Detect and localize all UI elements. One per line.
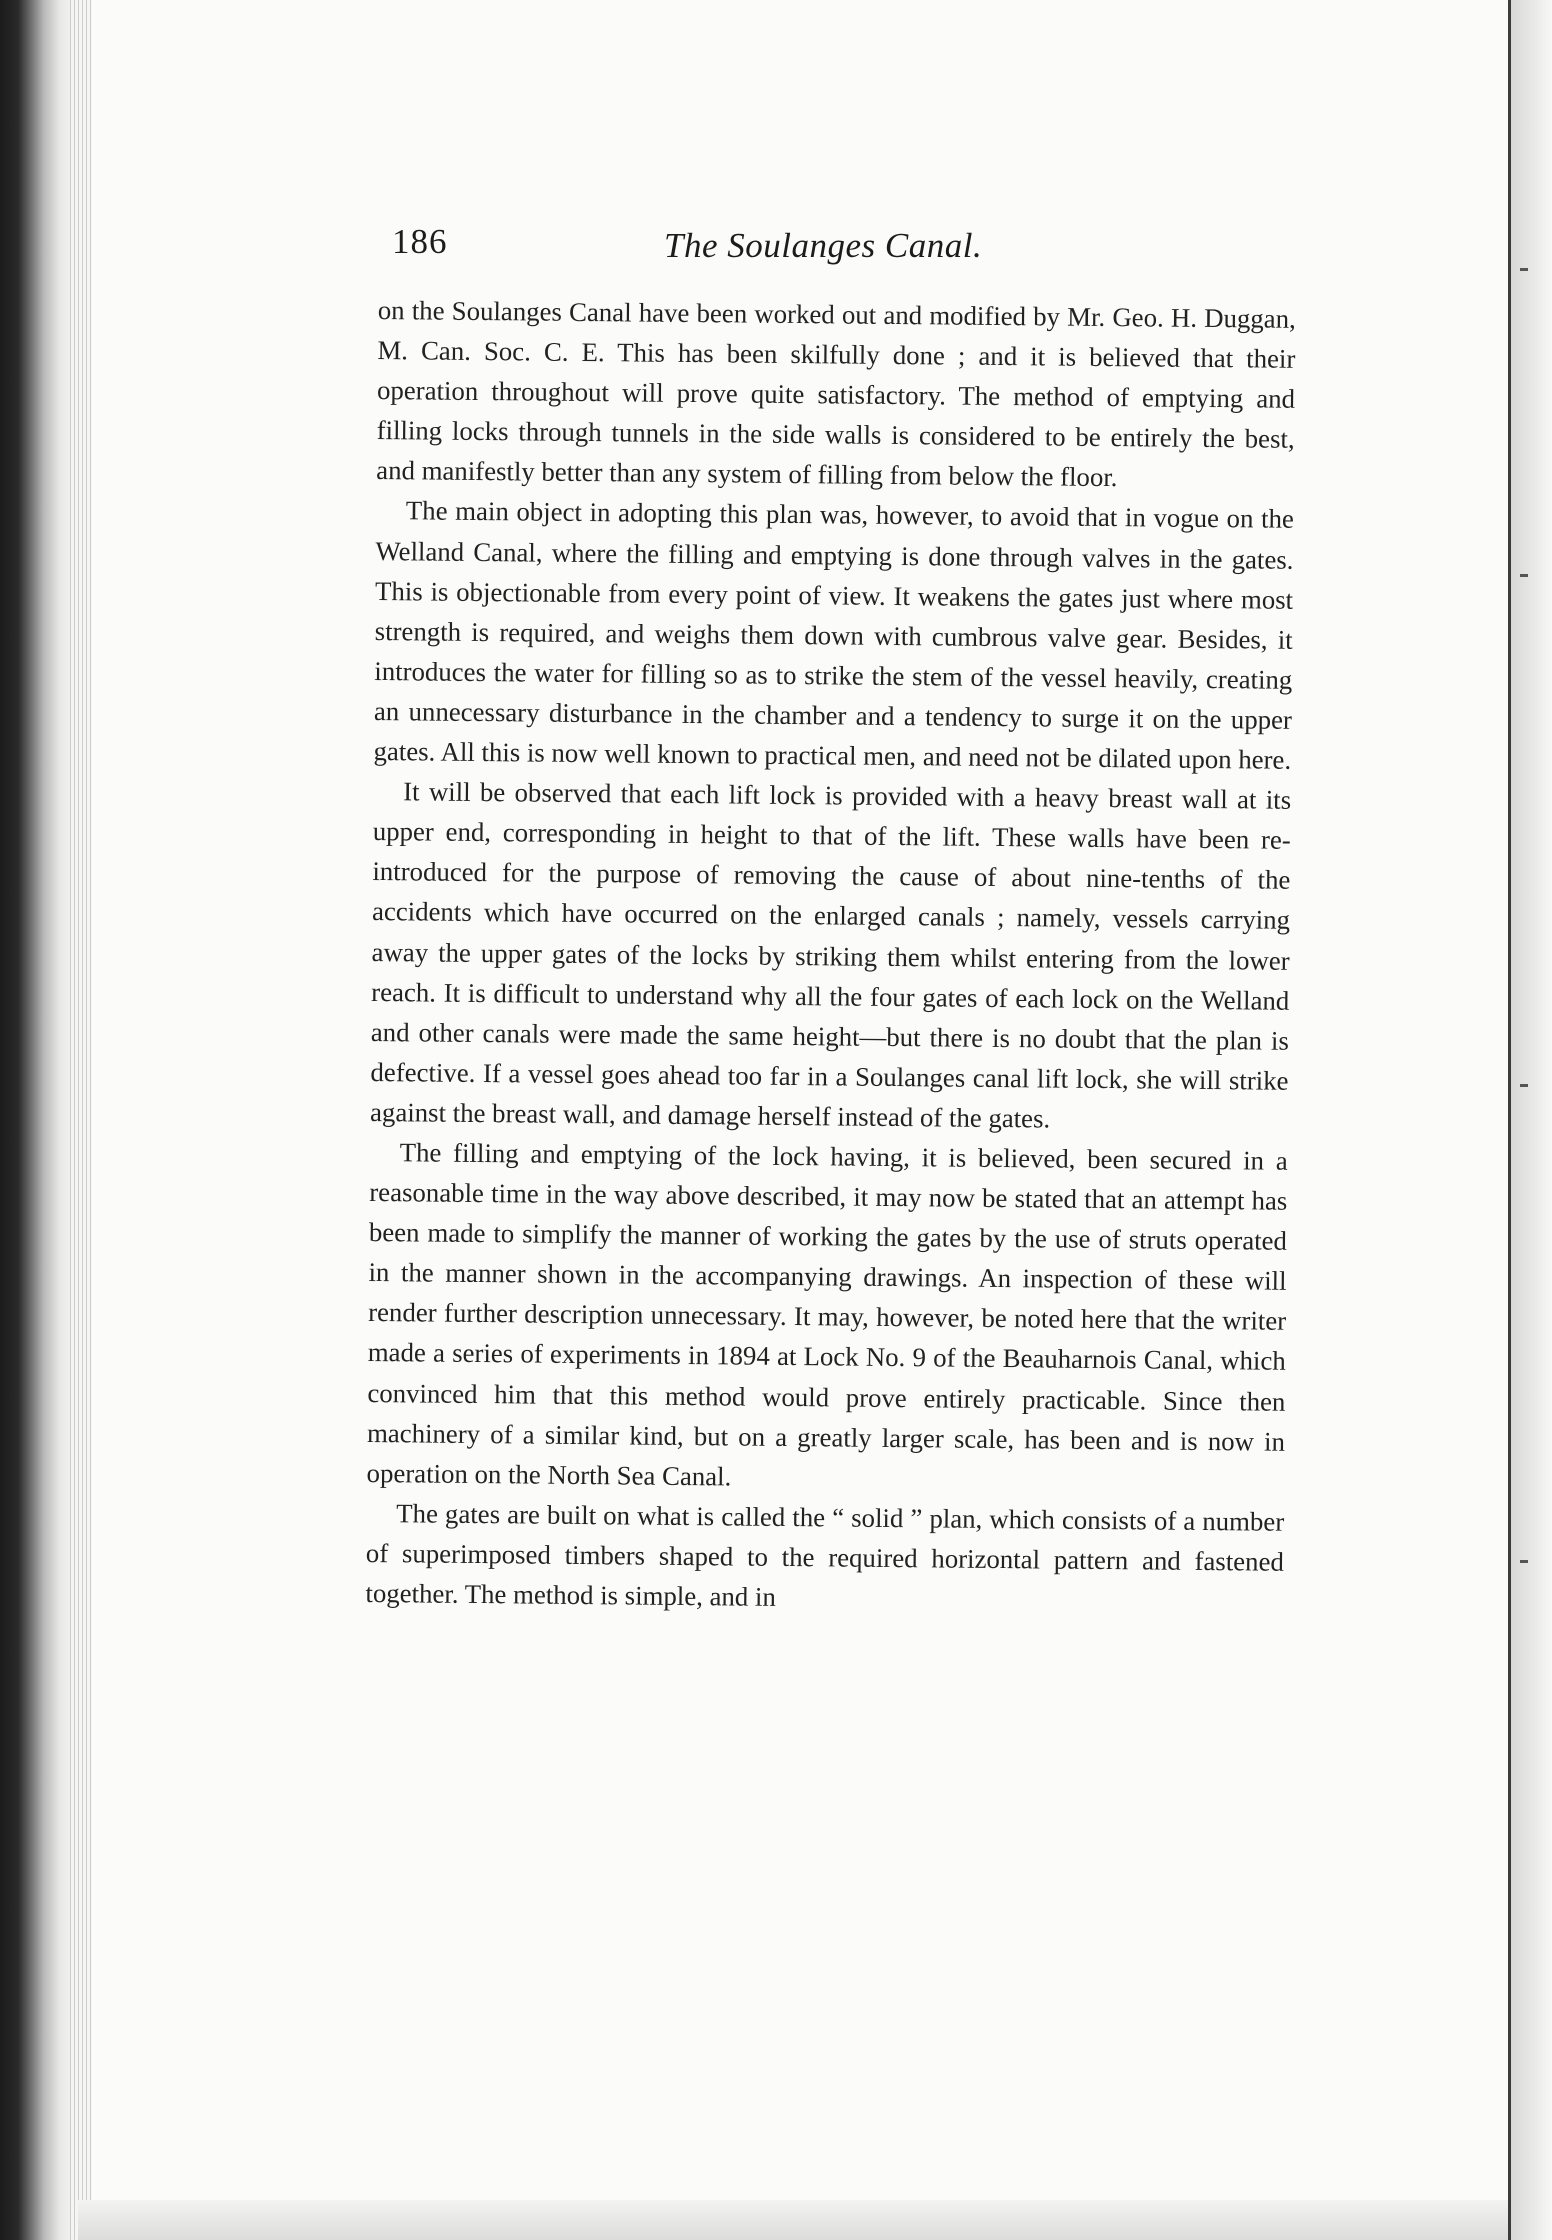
page-number: 186: [392, 222, 448, 261]
edge-mark: [1520, 1084, 1528, 1087]
book-binding-edge: [0, 0, 78, 2240]
page-stack-edges: [70, 0, 92, 2240]
paragraph: The gates are built on what is called the “ solid ” plan, which consists of a number of superimposed timbers shaped to the required horizontal pattern and fastened together. The method is simple, and in: [365, 1498, 1285, 1612]
paragraph: It will be observed that each lift lock is provided with a heavy breast wall at its upper end, corresponding in height to that of the lift. These walls have been re-introduced for the purpose of removing the cause of about nine-tenths of the accidents which have occurred on the enlarged canals ; namely, vessels carrying away the upper gates of the locks by striking them whilst entering from the lower reach. It is difficult to understand why all the four gates of each lock on the Welland and other canals were made the same height—but there is no doubt that the plan is defective. If a vessel goes ahead too far in a Soulanges canal lift lock, she will strike against the breast wall, and damage herself instead of the gates.: [369, 776, 1292, 1134]
edge-mark: [1520, 1560, 1528, 1563]
running-head: [392, 222, 1032, 278]
running-title: The Soulanges Canal.: [664, 226, 983, 265]
body-text: [365, 290, 1296, 1622]
right-page-edge: [1508, 0, 1511, 2240]
paragraph: on the Soulanges Canal have been worked out and modified by Mr. Geo. H. Duggan, M. Can. Soc. C. E. This has been skilfully done ; and it is believed that their operation throughout will prove quite satisfactory. The method of emptying and filling locks through tunnels in the side walls is considered to be entirely the best, and manifestly better than any system of filling from below the floor.: [376, 294, 1296, 493]
edge-mark: [1520, 574, 1528, 577]
edge-mark: [1520, 268, 1528, 271]
paragraph: The main object in adopting this plan was, however, to avoid that in vogue on the Welland Canal, where the filling and emptying is done through valves in the gates. This is objectionable from every point of view. It weakens the gates just where most strength is required, and weighs them down with cumbrous valve gear. Besides, it introduces the water for filling so as to strike the stem of the vessel heavily, creating an unnecessary disturbance in the chamber and a tendency to surge it on the upper gates. All this is now well known to practical men, and need not be dilated upon here.: [373, 495, 1294, 775]
bottom-shadow: [78, 2200, 1508, 2240]
right-margin-shadow: [1511, 0, 1552, 2240]
paragraph: The filling and emptying of the lock having, it is believed, been secured in a reasonable time in the way above described, it may now be stated that an attempt has been made to simplify the manner of working the gates by the use of struts operated in the manner shown in the accompanying drawings. An inspection of these will render further description unnecessary. It may, however, be noted here that the writer made a series of experiments in 1894 at Lock No. 9 of the Beauharnois Canal, which convinced him that this method would prove entirely practicable. Since then machinery of a similar kind, but on a greatly larger scale, has been and is now in operation on the North Sea Canal.: [366, 1137, 1288, 1492]
